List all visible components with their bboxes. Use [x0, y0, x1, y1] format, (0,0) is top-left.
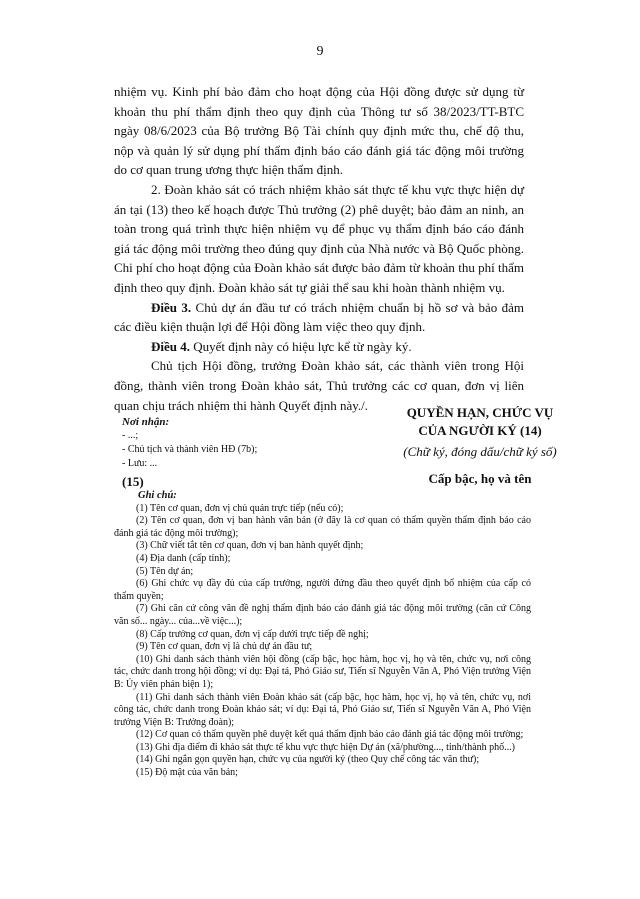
note-item: (4) Địa danh (cấp tỉnh);	[136, 552, 231, 564]
note-item: (7) Ghi căn cứ công văn đề nghị thẩm định báo cáo đánh giá tác động môi trường (căn cứ Công văn số... ngày... của...về việc...);	[114, 603, 531, 627]
recipients-title: Nơi nhận:	[122, 416, 170, 428]
paragraph-article-3	[114, 298, 524, 337]
note-item: (6) Ghi chức vụ đầy đủ của cấp trưởng, người đứng đầu theo quyết định bổ nhiệm của cấp có thẩm quyền;	[114, 578, 531, 602]
note-item: (11) Ghi danh sách thành viên Đoàn khảo sát (cấp bậc, học hàm, học vị, họ và tên, chức vụ, nơi công tác, chức danh trong Đoàn khảo sát; ví dụ: Đại tá, Phó Giáo sư, Tiến sĩ Nguyễn Văn A, Phó Viện trưởng Viện B: Trưởng đoàn);	[114, 691, 531, 728]
note-item: (2) Tên cơ quan, đơn vị ban hành văn bản (ở đây là cơ quan có thẩm quyền thẩm định báo cáo đánh giá tác động môi trường);	[114, 515, 531, 539]
signature-block	[380, 404, 580, 488]
signature-note: (Chữ ký, đóng dấu/chữ ký số)	[403, 444, 557, 459]
security-marker: (15)	[122, 474, 144, 489]
note-item: (8) Cấp trưởng cơ quan, đơn vị cấp dưới trực tiếp đề nghị;	[136, 628, 369, 640]
note-item: (10) Ghi danh sách thành viên hội đồng (cấp bậc, học hàm, học vị, họ và tên, chức vụ, nơi công tác, chức danh trong hội đồng; ví dụ: Đại tá, Phó Giáo sư, Tiến sĩ Nguyễn Văn A, Phó Viện trưởng Viện B: Ủy viên phản biện 1);	[114, 653, 531, 690]
article-3-text: Chủ dự án đầu tư có trách nhiệm chuẩn bị hồ sơ và bảo đảm các điều kiện thuận lợi để Hội đồng làm việc theo quy định.	[114, 299, 525, 335]
recipients-block	[122, 415, 322, 471]
note-item: (9) Tên cơ quan, đơn vị là chủ dự án đầu tư;	[136, 641, 313, 653]
paragraph-article-4	[114, 337, 524, 357]
note-item: (14) Ghi ngắn gọn quyền hạn, chức vụ của người ký (theo Quy chế công tác văn thư);	[136, 754, 480, 766]
article-4-text: Quyết định này có hiệu lực kể từ ngày ký.	[190, 338, 412, 354]
note-item: (3) Chữ viết tắt tên cơ quan, đơn vị ban hành quyết định;	[136, 540, 364, 552]
paragraph-funding: nhiệm vụ. Kinh phí bảo đảm cho hoạt động của Hội đồng được sử dụng từ khoản thu phí thẩm định theo quy định của Thông tư số 38/2023/TT-BTC ngày 08/6/2023 của Bộ trưởng Bộ Tài chính quy định mức thu, chế độ thu, nộp và quản lý sử dụng phí thẩm định báo cáo đánh giá tác động môi trường do cơ quan trung ương thực hiện thẩm định.	[114, 84, 524, 178]
recipient-item: - Lưu: ...	[122, 458, 158, 469]
paragraph-execution: Chủ tịch Hội đồng, trưởng Đoàn khảo sát, các thành viên trong Hội đồng, thành viên trong Đoàn khảo sát, Thủ trưởng các cơ quan, đơn vị liên quan chịu trách nhiệm thi hành Quyết định này./.	[114, 358, 524, 413]
note-item: (5) Tên dự án;	[136, 565, 194, 577]
signer-position-line-1: QUYỀN HẠN, CHỨC VỤ	[406, 405, 554, 420]
signer-name: Cấp bậc, họ và tên	[428, 471, 532, 486]
article-4-label: Điều 4.	[151, 338, 190, 354]
page-number: 9	[316, 44, 324, 59]
note-item: (13) Ghi địa điểm đi khảo sát thực tế khu vực thực hiện Dự án (xã/phường..., tỉnh/thành phố...)	[136, 741, 515, 753]
notes-title: Ghi chú:	[138, 490, 177, 501]
recipient-item: - Chủ tịch và thành viên HĐ (7b);	[122, 444, 258, 455]
signer-position-line-2: CỦA NGƯỜI KÝ (14)	[418, 423, 542, 438]
notes-block	[114, 490, 531, 780]
note-item: (12) Cơ quan có thẩm quyền phê duyệt kết quả thẩm định báo cáo đánh giá tác động môi trường;	[136, 729, 524, 741]
paragraph-survey-team: 2. Đoàn khảo sát có trách nhiệm khảo sát thực tế khu vực thực hiện dự án tại (13) theo kế hoạch được Thủ trưởng (2) phê duyệt; bảo đảm an ninh, an toàn trong quá trình thực hiện nhiệm vụ để phục vụ thẩm định báo cáo đánh giá tác động môi trường theo đúng quy định của Nhà nước và Bộ Quốc phòng. Chi phí cho hoạt động của Đoàn khảo sát được bảo đảm từ khoản thu phí thẩm định theo quy định. Đoàn khảo sát tự giải thể sau khi hoàn thành nhiệm vụ.	[114, 181, 524, 295]
recipient-item: - ...;	[122, 430, 139, 441]
article-3-label: Điều 3.	[151, 299, 192, 315]
decision-body	[114, 82, 524, 415]
note-item: (1) Tên cơ quan, đơn vị chủ quản trực tiếp (nếu có);	[136, 502, 344, 514]
note-item: (15) Độ mật của văn bản;	[136, 767, 238, 779]
